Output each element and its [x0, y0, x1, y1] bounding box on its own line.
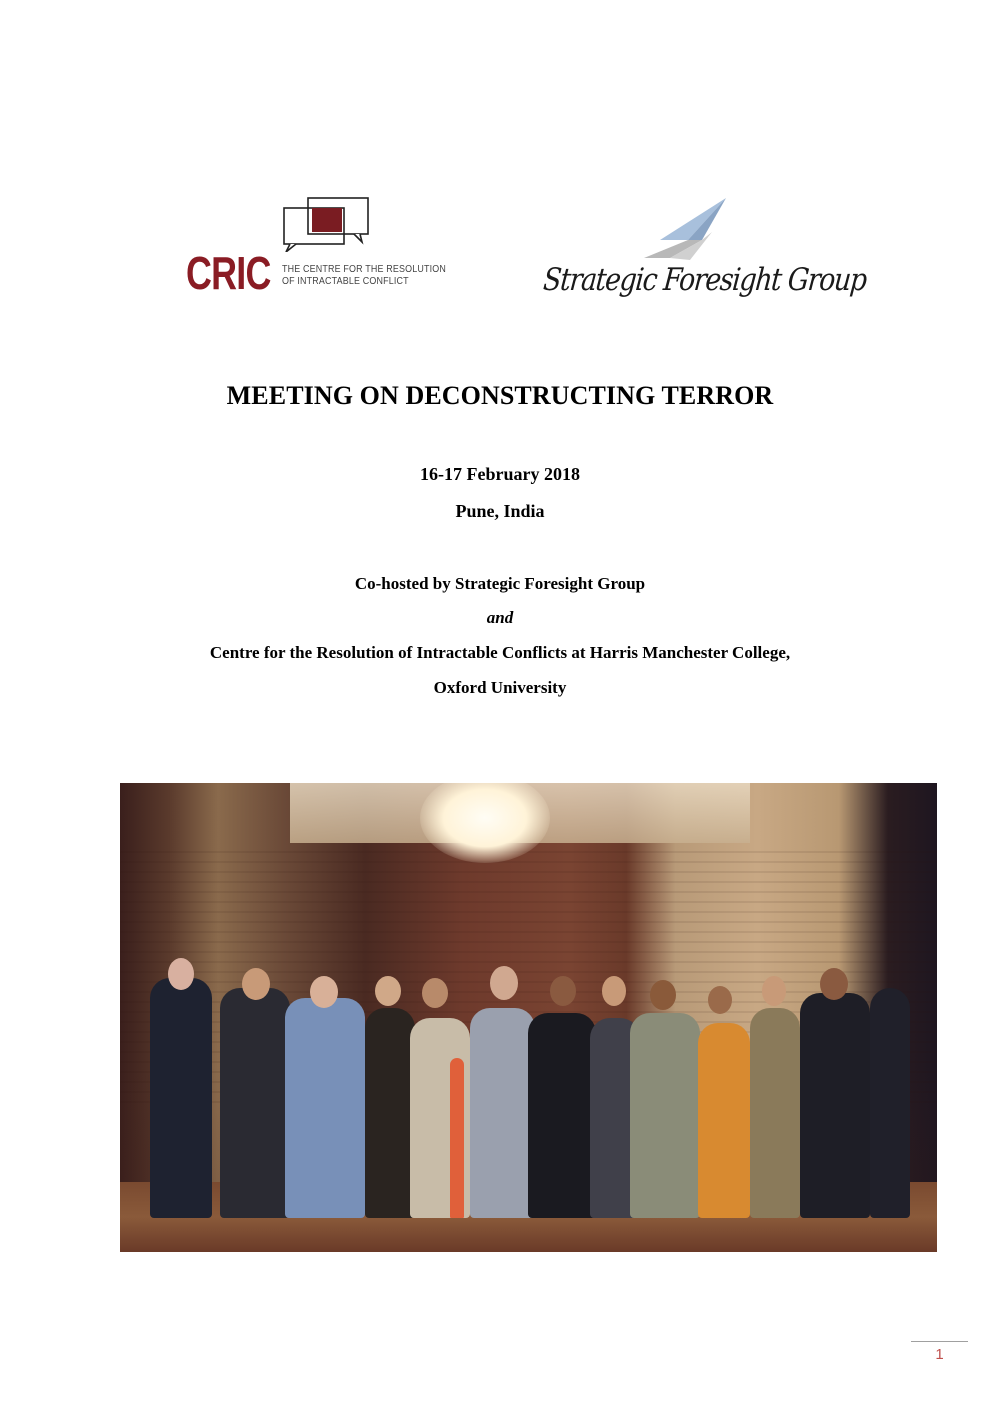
- cric-subtitle-line1: THE CENTRE FOR THE RESOLUTION: [282, 263, 446, 275]
- meeting-date: 16-17 February 2018: [420, 464, 580, 484]
- cric-subtitle: [282, 263, 446, 287]
- conjunction: and: [486, 608, 514, 627]
- paper-wing-icon: [630, 196, 730, 266]
- page-number: 1: [935, 1346, 944, 1363]
- cohost-line: Co-hosted by Strategic Foresight Group: [354, 574, 646, 593]
- document-title: MEETING ON DECONSTRUCTING TERROR: [226, 381, 774, 410]
- sfg-logo: [541, 196, 868, 326]
- university-line: Oxford University: [433, 678, 567, 697]
- footer-rule: [911, 1341, 968, 1342]
- meeting-location: Pune, India: [455, 501, 545, 521]
- sfg-wordmark: Strategic Foresight Group: [541, 262, 868, 298]
- photo-participants: [150, 958, 910, 1218]
- cric-acronym: CRIC: [186, 247, 271, 299]
- cric-subtitle-line2: OF INTRACTABLE CONFLICT: [282, 275, 409, 287]
- group-photo: [120, 783, 937, 1252]
- cric-logo: [186, 196, 446, 299]
- speech-bubbles-icon: [282, 196, 372, 252]
- partner-line: Centre for the Resolution of Intractable Conflicts at Harris Manchester College,: [209, 643, 791, 662]
